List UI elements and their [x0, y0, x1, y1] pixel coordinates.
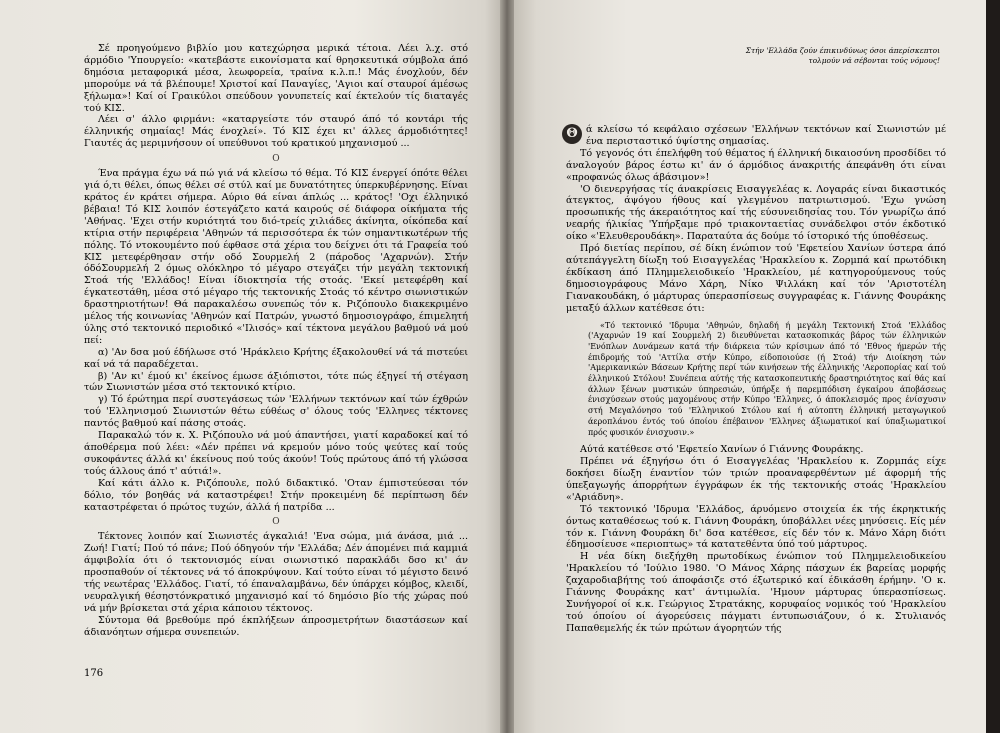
paragraph: Αύτά κατέθεσε στό 'Εφετείο Χανίων ό Γιάννης Φουράκης. [580, 444, 864, 456]
epigraph [700, 46, 940, 66]
section-ornament: O [272, 154, 280, 165]
block-quote [588, 321, 946, 439]
paragraph: Καί κάτι άλλο κ. Ριζόπουλε, πολύ διδακτικό. 'Οταν έμπιστεύεσαι τόν δόλιο, τόν βοηθάς νά καταστρέφει! Στήν προκειμένη δέ περίπτωση δέν καταστρέφεται ό πρώτος τυχών, άλλά ή πατρίδα ... [84, 477, 468, 513]
epigraph-line: τολμούν νά σέβονται τούς νόμους! [808, 56, 940, 65]
epigraph-line: Στήν 'Ελλάδα ζούν έπικινδύνως όσοι άπερίσκεπτοι [745, 46, 940, 55]
page-edge [986, 0, 1000, 733]
paragraph: β) 'Αν κι' έμού κι' έκείνος έμωσε άξιόπιστοι, τότε πώς έξηγεί τή στέγαση τών Σιωνιστών μέσα στό τεκτονικό κτίριο. [84, 370, 468, 394]
left-page-body [84, 43, 468, 639]
paragraph: Σέ προηγούμενο βιβλίο μου κατεχώρησα μερικά τέτοια. Λέει λ.χ. στό άρμόδιο 'Υπουργείο: «κατεβάστε εικονίσματα καί θρησκευτικά σύμβολα άπό δημόσια μεταφορικά μέσα, λεωφορεία, τραίνα κ.λ.π.! Μάς ένοχλούν, δέν μπορούμε νά τά βλέπουμε! Χριστοί καί Παναγίες, 'Αγιοι καί σταυροί άμέσως ξήλωμα»! Καί οί Γραικύλοι σπεύδουν γονυπετείς καί έκτελούν τίς διαταγές τού ΚΙΣ. [84, 43, 468, 114]
paragraph: Τό γεγονός ότι έπελήφθη τού θέματος ή έλληνική δικαιοσύνη προσδίδει τό άναλογούν βάρος έστω κι' άν ό άρμόδιος άνακριτής άπεφάνθη ότι είναι «προφανώς όλως άβάσιμον»! [566, 147, 946, 183]
paragraph: Τό τεκτονικό 'Ιδρυμα 'Ελλάδος, άρυόμενο στοιχεία έκ τής έκρηκτικής όντως καταθέσεως τού κ. Γιάννη Φουράκη, ύποβάλλει νέες μηνύσεις. Είς μέν τόν κ. Γιάννη Φουράκη δι' δσα κατέθεσε, είς δέν τόν κ. Μάνο Χάρη διότι έδημοσίευσε «περιοπτως» τά κατατεθέντα ύπό τού μάρτυρος. [566, 503, 946, 551]
paragraph: Πρό διετίας περίπου, σέ δίκη ένώπιον τού 'Εφετείου Χανίων ύστερα άπό αύτεπάγγελτη δίωξη τού Εισαγγελέας 'Ηρακλείου κ. Ζορμπά καί πρωτόδικη έκδίκαση άπό Πλημμελειοδικείο 'Ηρακλείου, μέ κατηγορούμενους τούς δημοσιογράφους Μάνο Χάρη, Νίκο Ψιλλάκη καί τόν 'Αριστοτέλη Γιανακουδάκη, ό μάρτυρας ύπερασπίσεως συγγραφέας κ. Γιάννης Φουράκης μεταξύ άλλων κατέθεσε ότι: [566, 243, 946, 314]
opening-paragraph [566, 124, 946, 148]
drop-cap: Θ [562, 124, 582, 144]
opening-text: ά κλείσω τό κεφάλαιο σχέσεων 'Ελλήνων τεκτόνων καί Σιωνιστών μέ ένα περισταστικό ύψίστης σημασίας. [586, 124, 946, 147]
right-page-body [566, 124, 946, 635]
book-gutter [500, 0, 514, 733]
paragraph: Τέκτονες λοιπόν καί Σιωνιστές άγκαλιά! 'Ενα σώμα, μιά άνάσα, μιά ... Ζωή! Γιατί; Πού τό πάνε; Πού όδηγούν τήν 'Ελλάδα; Δέν άπομένει πιά καμμιά άμφιβολία ότι ό τεκτονισμός είναι σιωνιστικό παρακλάδι δσο κι' άν προσπαθούν οί τέκτονες νά τό άποκρύψουν. Καί τούτο είναι τό μέγιστο δεινό τής νεωτέρας 'Ελλάδος. Γιατί, τό έπαναλαμβάνω, δέν ύπάρχει κόμβος, κλειδί, νευραλγική θέσηστόνκρατικό μηχανισμό καί τό δημόσιο βίο τής χώρας πού νά μήν βρίσκεται στά χέρια κάποιου τέκτονος. [84, 531, 468, 614]
section-ornament: O [272, 517, 280, 528]
page-number: 176 [84, 668, 104, 679]
paragraph: α) 'Αν δσα μού έδήλωσε στό 'Ηράκλειο Κρήτης έξακολουθεί νά τά πιστεύει καί νά τά παραδέχεται. [84, 346, 468, 370]
paragraph: Λέει σ' άλλο φιρμάνι: «καταργείστε τόν σταυρό άπό τό κοντάρι τής έλληνικής σημαίας! Μάς ένοχλεί». Τό ΚΙΣ έχει κι' άλλες άρμοδιότητες! Γιαυτές άς μεριμνήσουν οί υπεύθυνοι τού κρατικού μηχανισμού ... [84, 114, 468, 150]
paragraph: γ) Τό έρώτημα περί συστεγάσεως τών 'Ελλήνων τεκτόνων καί τών έχθρών τού 'Ελληνισμού Σιωνιστών θέτω εύθέως σ' όλους τούς 'Ελληνες τέκτονες παντός βαθμού καί πάσης στοάς. [84, 394, 468, 430]
paragraph: 'Ο διενεργήσας τίς άνακρίσεις Εισαγγελέας κ. Λογαράς είναι δικαστικός άτεγκτος, άψόγου ήθους καί γλεγμένου πατριωτισμού. 'Εχω γνώση προσωπικής τής άκεραιότητος καί τής εύσυνειδησίας του. Τόν γνωρίζω άπό νεαρής ήλικίας 'Υπήρξαμε πρό τριακονταετίας συνάδελφοι στόν έκδοτικό οίκο «'Ελευθερουδάκη». Παραταύτα άς δούμε τό ίστορικό τής ύποθέσεως. [566, 183, 946, 243]
quote-text: «Τό τεκτονικό 'Ιδρυμα 'Αθηνών, δηλαδή ή μεγάλη Τεκτονική Στοά 'Ελλάδος ('Αχαρνών 19 καί Σουρμελή 2) διευθύνεται κατασκοπικάς βάρος τών έλληνικών 'Ενόπλων Δυνάμεων κατά τήν διάρκεια τών κρίσιμων άπό τό 'Εθνος ήμερών τής έπιδρομής τού 'Αττίλα στήν Κύπρο, είδοποιούσε (ή Στοά) τήν Διοίκηση τών 'Αμερικανικών Βάσεων Κρήτης περί τών κινήσεων τής έλληνικής 'Αεροπορίας καί τού έλληνικού Στόλου! Συνέπεια αύτής τής κατασκοπευτικής δραστηριότητος καί θάς καί άλλων ξένων μυστικών ύπηρεσιών, ύπήρξε ή παρεμπόδιση έγκαίρου άποβάσεως ένισχύσεων στούς μαχομένους στήν Κύπρο 'Ελληνες, ό άποκλεισμός προς ένίσχυσιν στή Μεγαλόνησο τού 'Ελληνικού Στόλου καί ή αύτοπτη έλληνική μεταγωγικού άεροπλάνου έντός τού όποίου έπέβαινον 'Ελληνες άξιωματικοί καί ύπαξιωματικοί πρός φυσικόν ένισχυσιν.» [588, 320, 946, 437]
paragraph: Η νέα δίκη διεξήχθη πρωτοδίκως ένώπιον τού Πλημμελειοδικείου 'Ηρακλείου τό 'Ιούλιο 1980. 'Ο Μάνος Χάρης πάσχων έκ βαρείας μορφής ζαχαροδιαβήτης τού άποφάσιζε στό έξωτερικό καί έδικάσθη έρήμην. 'Ο κ. Γιάννης Φουράκης κατ' άντιμωλία. 'Ημουν μάρτυρας ύπερασπίσεως. Συνήγοροί οί κ.κ. Γεώργιος Στρατάκης, κορυφαίος νομικός τού 'Ηρακλείου τού όποίου οί άγορεύσεις πάγματι έντυπωσιάζουν, ό κ. Στυλιανός Παπαθεμελής έκ τών πρώτων άγορητών τής [566, 551, 946, 634]
paragraph: Σύντομα θά βρεθούμε πρό έκπλήξεων άπροσμετρήτων διαστάσεων καί άδιανόητων σήμερα συνεπειών. [84, 614, 468, 638]
paragraph: Πρέπει νά έξηγήσω ότι ό Εισαγγελέας 'Ηρακλείου κ. Ζορμπάς είχε δοκήσει δίωξη έναντίον τών τριών προαναφερθέντων μέ άφορμή τής ύπεξαγωγής άπορρήτων έγγράφων έκ τής τεκτονικής στοάς 'Ηρακλείου «'Αριάδνη». [566, 456, 946, 503]
paragraph: Ένα πράγμα έχω νά πώ γιά νά κλείσω τό θέμα. Τό ΚΙΣ ένεργεί όπότε θέλει γιά ό,τι θέλει, όπως θέλει σέ στύλ καί με δυνατότητες ύπερκυβέρνησης. Είναι κράτος έν κράτει σήμερα. Αύριο θά είναι άπλώς ... κράτος! 'Οχι έλληνικό βέβαια! Τό ΚΙΣ λοιπόν έστεγάζετο κατά καιρούς σέ διάφορα οίκήματα τής 'Αθήνας. 'Εχει στήν κυριότητά του διό-τρείς χιλιάδες άκίνητα, οίκόπεδα καί κτίρια στήν περιφέρεια 'Αθηνών τά περισσότερα έκ τών σημαντικωτέρων τής πόλης. Τό ντοκουμέντο πού έφθασε στά χέρια του δείχνει ότι τά Γραφεία τού ΚΙΣ μετεφέρθησαν στήν οδό Σουρμελή 2 (πάροδος 'Αχαρνών). Στήν όδόΣουρμελή 2 όμως ολόκληρο τό μέγαρο στεγάζει τήν μεγάλη τεκτονική Στοά τής 'Ελλάδος! Είναι ίδιοκτησία τής στοάς. 'Εκεί μετεφέρθη καί έγκατεστάθη, μέσα στό μέγαρο τής τεκτονικής Στοάς τό κέντρο σιωνιστικών δραστηριοτήτων! Θά παρακαλέσω συνεπώς τόν κ. Ριζόπουλο διακεκριμένο μέλος τής κοινωνίας 'Αθηνών καί Πατρών, γνωστό δημοσιογράφο, έπιμελητή ύλης στό τεκτονικό περιοδικό «'Ιλισός» καί τέκτονα μεγάλου βαθμού νά μού πεί: [84, 168, 468, 346]
paragraph: Παρακαλώ τόν κ. Χ. Ριζόπουλο νά μού άπαντήσει, γιατί καραδοκεί καί τό άποθέρεμα πού λέει: «Δέν πρέπει νά κρεμούν μόνο τούς ψεύτες καί τούς συκοφάντες άλλά κι' έκείνους πού τούς άκούν! Τούς πρώτους άπό τή γλώσσα τούς άλλους άπό τ' αύτιά!». [84, 430, 468, 477]
